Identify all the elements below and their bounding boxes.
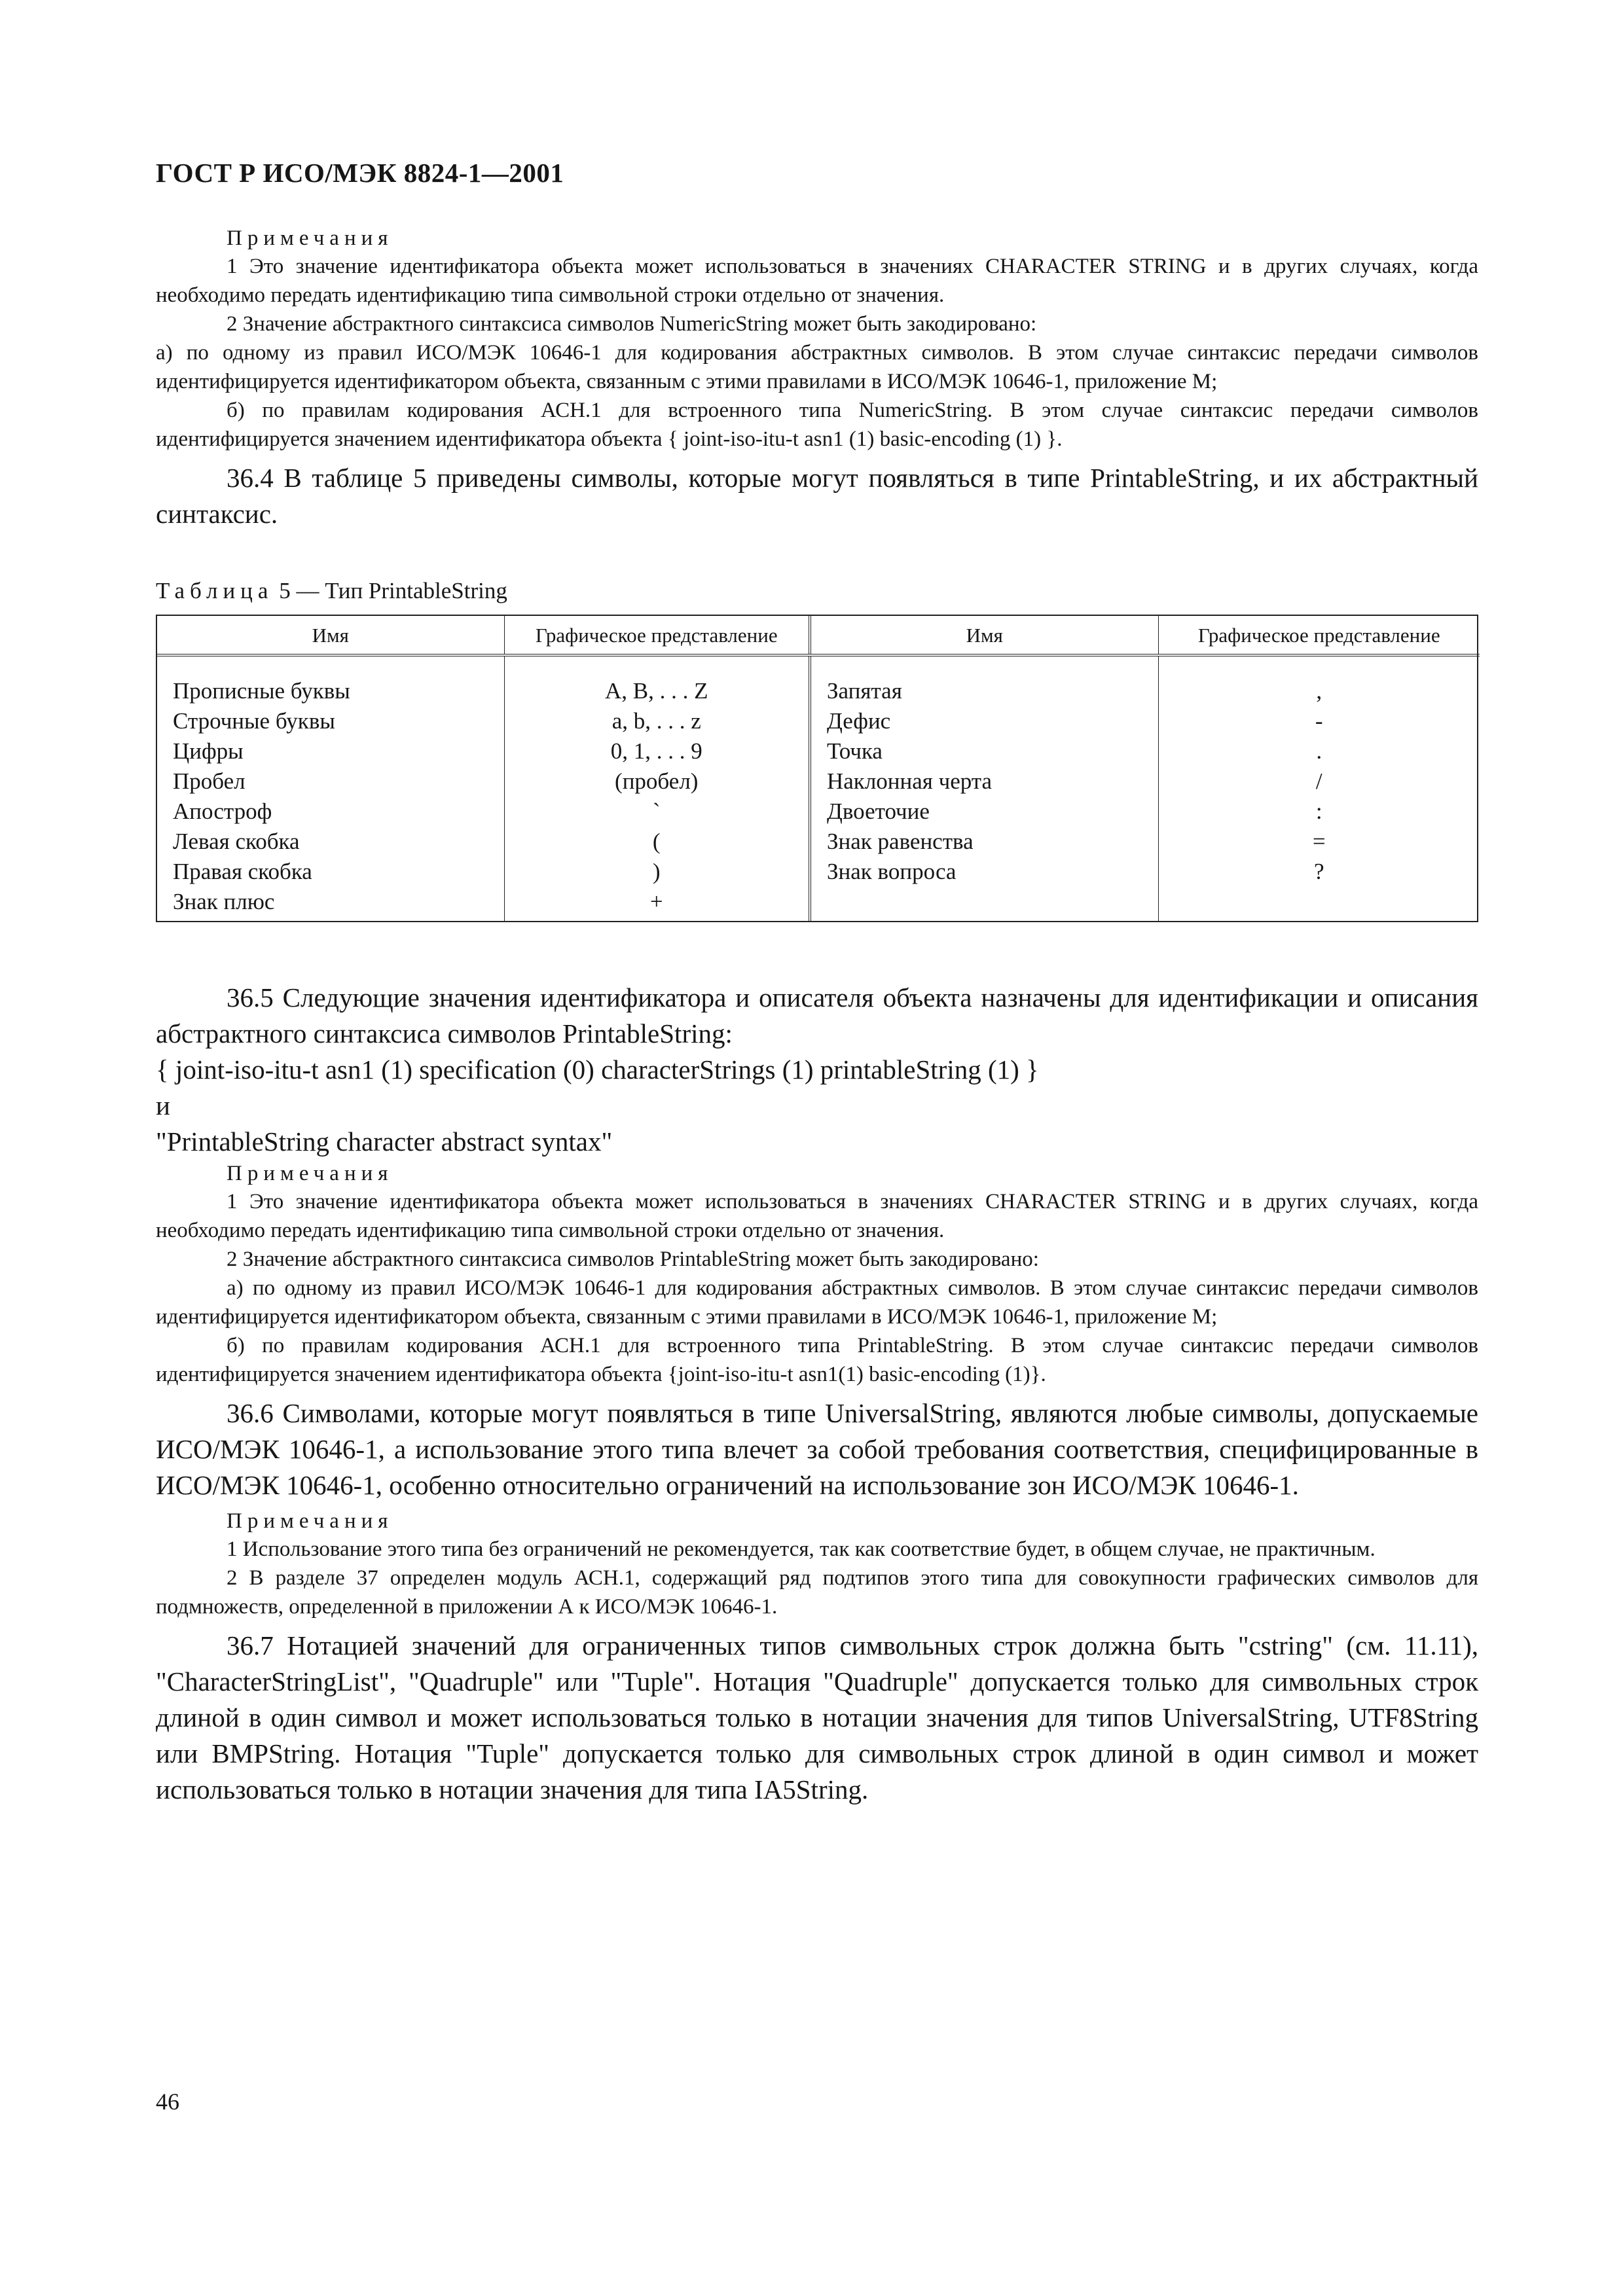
note-line: 2 В разделе 37 определен модуль АСН.1, содержащий ряд подтипов этого типа для совокупности графических символов для подмножеств, определенной в приложении А к ИСО/МЭК 10646-1. (156, 1566, 1478, 1619)
table-cell: Левая скобка (173, 829, 300, 854)
column-header: Графическое представление (1158, 616, 1480, 655)
table-cell: Дефис (810, 706, 1158, 736)
table-cell: ` (504, 797, 810, 827)
table-caption-label: Таблица (156, 578, 274, 603)
notes-title: Примечания (227, 226, 393, 250)
table-cell: Двоеточие (810, 797, 1158, 827)
conjunction: и (156, 1090, 170, 1121)
table-cell: Строчные буквы (173, 708, 335, 734)
table-cell: ? (1158, 857, 1480, 887)
table-cell (810, 887, 1158, 921)
column-header: Имя (810, 616, 1158, 655)
table-cell: Знак равенства (810, 827, 1158, 857)
table-5 (156, 615, 1478, 922)
table-cell: : (1158, 797, 1480, 827)
table-cell: , (1158, 655, 1480, 706)
table-caption-text: 5 — Тип PrintableString (279, 578, 507, 603)
table-cell: (пробел) (504, 766, 810, 797)
table-header-row (157, 616, 1480, 655)
table-row (157, 857, 1480, 887)
note-line: а) по одному из правил ИСО/МЭК 10646-1 для кодирования абстрактных символов. В этом случае синтаксис передачи символов идентифицируется идентификатором объекта, связанным с этими правилами в ИСО/МЭК 10646-1, приложение М; (156, 1276, 1478, 1329)
table-cell: ( (504, 827, 810, 857)
note-line: а) по одному из правил ИСО/МЭК 10646-1 для кодирования абстрактных символов. В этом случае синтаксис передачи символов идентифицируется идентификатором объекта, связанным с этими правилами в ИСО/МЭК 10646-1, приложение М; (156, 341, 1478, 393)
notes-title: Примечания (227, 1162, 393, 1185)
table-cell: ) (504, 857, 810, 887)
table-cell: Точка (810, 736, 1158, 766)
paragraph: 36.7 Нотацией значений для ограниченных типов символьных строк должна быть "cstring" (см. 11.11), "CharacterStringList", "Quadruple" или "Tuple". Нотация "Quadruple" допускается только для символьных строк длиной в один символ и может использоваться только в нотации значения для типов UniversalString, UTF8String или BMPString. Нотация "Tuple" допускается только для символьных строк длиной в один символ и может использоваться только в нотации значения для типа IA5String. (156, 1630, 1478, 1804)
table-cell: Прописные буквы (173, 678, 350, 704)
note-line: б) по правилам кодирования АСН.1 для встроенного типа PrintableString. В этом случае синтаксис передачи символов идентифицируется значением идентификатора объекта {joint-iso-itu-t asn1(1) basic-encoding (1)}. (156, 1334, 1478, 1386)
table-row (157, 655, 1480, 706)
table-caption (156, 578, 1478, 604)
table-cell: . (1158, 736, 1480, 766)
note-line: 2 Значение абстрактного синтаксиса символов PrintableString может быть закодировано: (227, 1247, 1039, 1271)
table-cell: A, B, . . . Z (504, 655, 810, 706)
table-cell: Знак плюс (173, 889, 275, 914)
section-36-5 (156, 980, 1478, 1160)
table-cell: 0, 1, . . . 9 (504, 736, 810, 766)
section-36-6 (156, 1395, 1478, 1503)
table-cell: Запятая (810, 655, 1158, 706)
note-line: 1 Это значение идентификатора объекта может использоваться в значениях CHARACTER STRING и в других случаях, когда необходимо передать идентификацию типа символьной строки отдельно от значения. (156, 1190, 1478, 1242)
printablestring-table (157, 616, 1480, 921)
note-line: 1 Это значение идентификатора объекта может использоваться в значениях CHARACTER STRING и в других случаях, когда необходимо передать идентификацию типа символьной строки отдельно от значения. (156, 255, 1478, 307)
note-line: 2 Значение абстрактного синтаксиса символов NumericString может быть закодировано: (227, 312, 1037, 336)
table-cell: Апостроф (173, 798, 272, 824)
table-cell: Пробел (173, 768, 246, 794)
notes-block-3 (156, 1507, 1478, 1621)
table-cell: Правая скобка (173, 859, 312, 884)
table-row (157, 797, 1480, 827)
notes-block-1 (156, 224, 1478, 454)
notes-title: Примечания (227, 1509, 393, 1533)
table-cell: = (1158, 827, 1480, 857)
notes-block-2 (156, 1160, 1478, 1389)
paragraph: 36.5 Следующие значения идентификатора и описателя объекта назначены для идентификации и описания абстрактного синтаксиса символов PrintableString: (156, 982, 1478, 1049)
column-header: Имя (157, 616, 504, 655)
table-row (157, 736, 1480, 766)
table-cell: Цифры (173, 738, 244, 764)
table-cell: / (1158, 766, 1480, 797)
table-cell: + (504, 887, 810, 921)
table-row (157, 827, 1480, 857)
object-identifier: { joint-iso-itu-t asn1 (1) specification (0) characterStrings (1) printableString (1) } (156, 1054, 1039, 1085)
table-cell: - (1158, 706, 1480, 736)
table-row (157, 887, 1480, 921)
table-row (157, 766, 1480, 797)
section-36-4 (156, 460, 1478, 532)
paragraph: 36.4 В таблице 5 приведены символы, которые могут появляться в типе PrintableString, и их абстрактный синтаксис. (156, 463, 1478, 529)
column-header: Графическое представление (504, 616, 810, 655)
document-page (156, 157, 1478, 1808)
table-cell: a, b, . . . z (504, 706, 810, 736)
table-cell: Знак вопроса (810, 857, 1158, 887)
document-header: ГОСТ Р ИСО/МЭК 8824-1—2001 (156, 158, 564, 188)
table-cell (1158, 887, 1480, 921)
table-cell: Наклонная черта (810, 766, 1158, 797)
section-36-7 (156, 1628, 1478, 1808)
table-row (157, 706, 1480, 736)
page-number: 46 (156, 2089, 179, 2115)
note-line: б) по правилам кодирования АСН.1 для встроенного типа NumericString. В этом случае синтаксис передачи символов идентифицируется значением идентификатора объекта { joint-iso-itu-t asn1 (1) basic-encoding (1) }. (156, 399, 1478, 451)
object-descriptor: "PrintableString character abstract syntax" (156, 1126, 613, 1157)
note-line: 1 Использование этого типа без ограничений не рекомендуется, так как соответствие будет, в общем случае, не практичным. (227, 1537, 1376, 1561)
paragraph: 36.6 Символами, которые могут появляться в типе UniversalString, являются любые символы, допускаемые ИСО/МЭК 10646-1, а использование этого типа влечет за собой требования соответствия, специфицированные в ИСО/МЭК 10646-1, особенно относительно ограничений на использование зон ИСО/МЭК 10646-1. (156, 1398, 1478, 1500)
